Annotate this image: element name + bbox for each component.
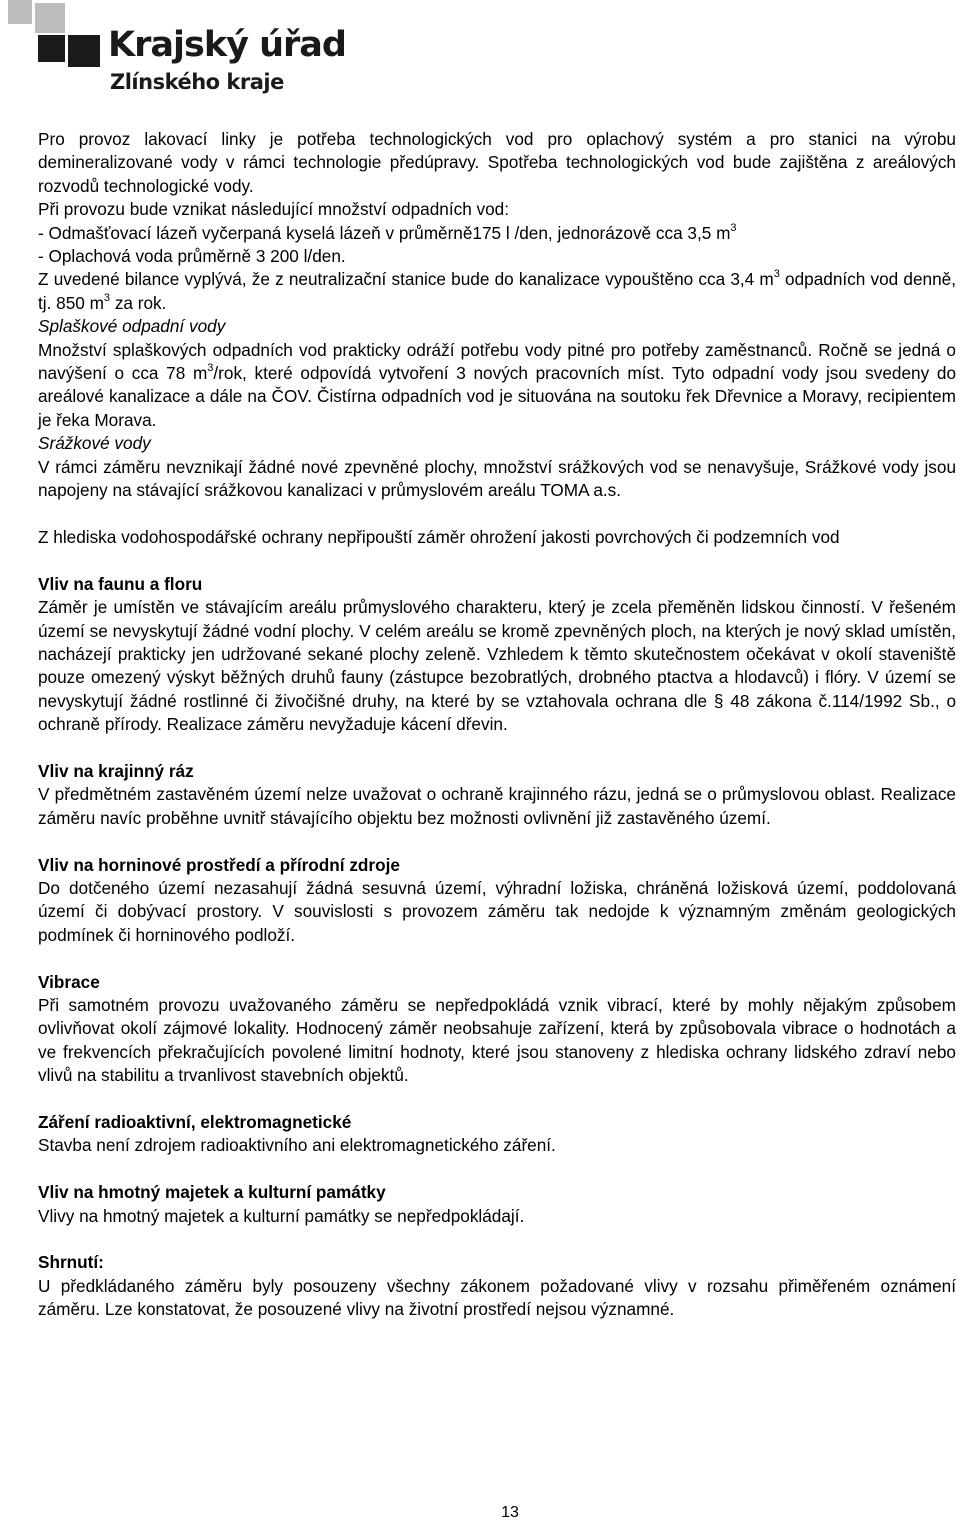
heading-landscape: Vliv na krajinný ráz	[38, 760, 194, 781]
superscript: 3	[207, 362, 214, 375]
paragraph-property-monuments: Vlivy na hmotný majetek a kulturní památky se nepředpokládají.	[38, 1205, 525, 1226]
heading-vibrations: Vibrace	[38, 971, 100, 992]
logo-subtitle: Zlínského kraje	[110, 70, 284, 94]
superscript: 3	[730, 221, 737, 234]
heading-fauna-flora: Vliv na faunu a floru	[38, 573, 203, 594]
sewage-text: /rok, které odpovídá vytvoření 3 nových pracovních míst. Tyto odpadní vody jsou svedeny do areálové kanalizace a dále na ČOV. Čistírna odpadních vod je situována na soutoku řek Dřevnice a Moravy, recipientem je řeka Morava.	[38, 363, 956, 430]
logo-square-dark	[38, 35, 65, 62]
document-body	[38, 128, 956, 1322]
list-item-text: - Odmašťovací lázeň vyčerpaná kyselá lázeň v průměrně175 l /den, jednorázově cca 3,5 m	[38, 222, 731, 243]
paragraph-wastewater-intro: Při provozu bude vznikat následující množství odpadních vod:	[38, 199, 510, 220]
heading-radiation: Záření radioaktivní, elektromagnetické	[38, 1111, 352, 1132]
spacer	[38, 947, 956, 970]
page-number: 13	[501, 1504, 519, 1521]
subheading-rainwater: Srážkové vody	[38, 433, 151, 454]
paragraph-technological-water: Pro provoz lakovací linky je potřeba technologických vod pro oplachový systém a pro stanici na výrobu demineralizované vody v rámci technologie předúpravy. Spotřeba technologických vod bude zajištěna z areálových rozvodů technologické vody.	[38, 129, 956, 196]
paragraph-landscape: V předmětném zastavěném území nelze uvažovat o ochraně krajinného rázu, jedná se o průmyslovou oblast. Realizace záměru navíc proběhne uvnitř stávajícího objektu bez možnosti ovlivnění již zastavěného území.	[38, 784, 956, 828]
paragraph-water-protection: Z hlediska vodohospodářské ochrany nepřipouští záměr ohrožení jakosti povrchových či podzemních vod	[38, 526, 840, 547]
spacer	[38, 1158, 956, 1181]
spacer	[38, 737, 956, 760]
spacer	[38, 549, 956, 572]
krajsky-urad-logo	[8, 0, 346, 104]
logo-square-gray	[35, 3, 65, 33]
logo-title: Krajský úřad	[108, 25, 346, 65]
paragraph-summary: U předkládaného záměru byly posouzeny všechny zákonem požadované vlivy v rozsahu přiměřeném oznámení záměru. Lze konstatovat, že posouzené vlivy na životní prostředí nejsou významné.	[38, 1275, 956, 1320]
paragraph-radiation: Stavba není zdrojem radioaktivního ani elektromagnetického záření.	[38, 1135, 556, 1156]
paragraph-vibrations: Při samotném provozu uvažovaného záměru se nepředpokládá vznik vibrací, které by mohly nějakým způsobem ovlivňovat okolí zájmové lokality. Hodnocený záměr neobsahuje zařízení, která by způsobovala vibrace o hodnotách a ve frekvencích překračujících povolené limitní hodnoty, které jsou stanoveny z hlediska ochrany lidského zdraví nebo vlivů na stabilitu a trvanlivost stavebních objektů.	[38, 994, 956, 1086]
spacer	[38, 1228, 956, 1251]
heading-property-monuments: Vliv na hmotný majetek a kulturní památky	[38, 1182, 386, 1203]
balance-text: za rok.	[110, 292, 167, 313]
heading-summary: Shrnutí:	[38, 1252, 104, 1273]
paragraph-geology: Do dotčeného území nezasahují žádná sesuvná území, výhradní ložiska, chráněná ložisková území, poddolovaná území či dobývací prostory. V souvislosti s provozem záměru tak nedojde k významným změnám geologických podmínek či horninového podloží.	[38, 877, 956, 945]
list-item-rinse-water: - Oplachová voda průměrně 3 200 l/den.	[38, 246, 346, 267]
paragraph-sewage	[38, 339, 956, 433]
spacer	[38, 830, 956, 853]
paragraph-fauna-flora: Záměr je umístěn ve stávajícím areálu průmyslového charakteru, který je zcela přeměněn lidskou činností. V řešeném území se nevyskytují žádné vodní plochy. V celém areálu se kromě zpevněných ploch, na kterých je nový sklad umístěn, nacházejí prakticky jen udržované sekané plochy zeleně. Vzhledem k těmto skutečnostem očekávat v okolí staveniště pouze omezený výskyt běžných druhů fauny (zástupce bezobratlých, drobného ptactva a hlodavců) i flóry. V území se nevyskytují žádné rostlinné či živočišné druhy, na které by se vztahovala ochrana dle § 48 zákona č.114/1992 Sb., o ochraně přírody. Realizace záměru nevyžaduje kácení dřevin.	[38, 597, 956, 735]
paragraph-rainwater: V rámci záměru nevznikají žádné nové zpevněné plochy, množství srážkových vod se nenavyšuje, Srážkové vody jsou napojeny na stávající srážkovou kanalizaci v průmyslovém areálu TOMA a.s.	[38, 456, 956, 501]
paragraph-balance	[38, 268, 956, 315]
logo-square-dark	[68, 35, 100, 67]
heading-geology: Vliv na horninové prostředí a přírodní zdroje	[38, 854, 400, 875]
logo-square-gray	[8, 0, 32, 24]
balance-text: odpadních vod denně, tj. 850 m	[38, 269, 956, 313]
superscript: 3	[773, 268, 780, 281]
sewage-text: Množství splaškových odpadních vod prakticky odráží potřebu vody pitné pro potřeby zaměstnanců. Ročně se jedná o navýšení o cca 78 m	[38, 339, 956, 384]
spacer	[38, 503, 956, 526]
superscript: 3	[103, 291, 111, 304]
balance-text: Z uvedené bilance vyplývá, že z neutralizační stanice bude do kanalizace vypouštěno cca 3,4 m	[38, 269, 774, 290]
subheading-sewage: Splaškové odpadní vody	[38, 316, 226, 337]
list-item-degreasing-bath	[38, 222, 956, 245]
spacer	[38, 1088, 956, 1111]
